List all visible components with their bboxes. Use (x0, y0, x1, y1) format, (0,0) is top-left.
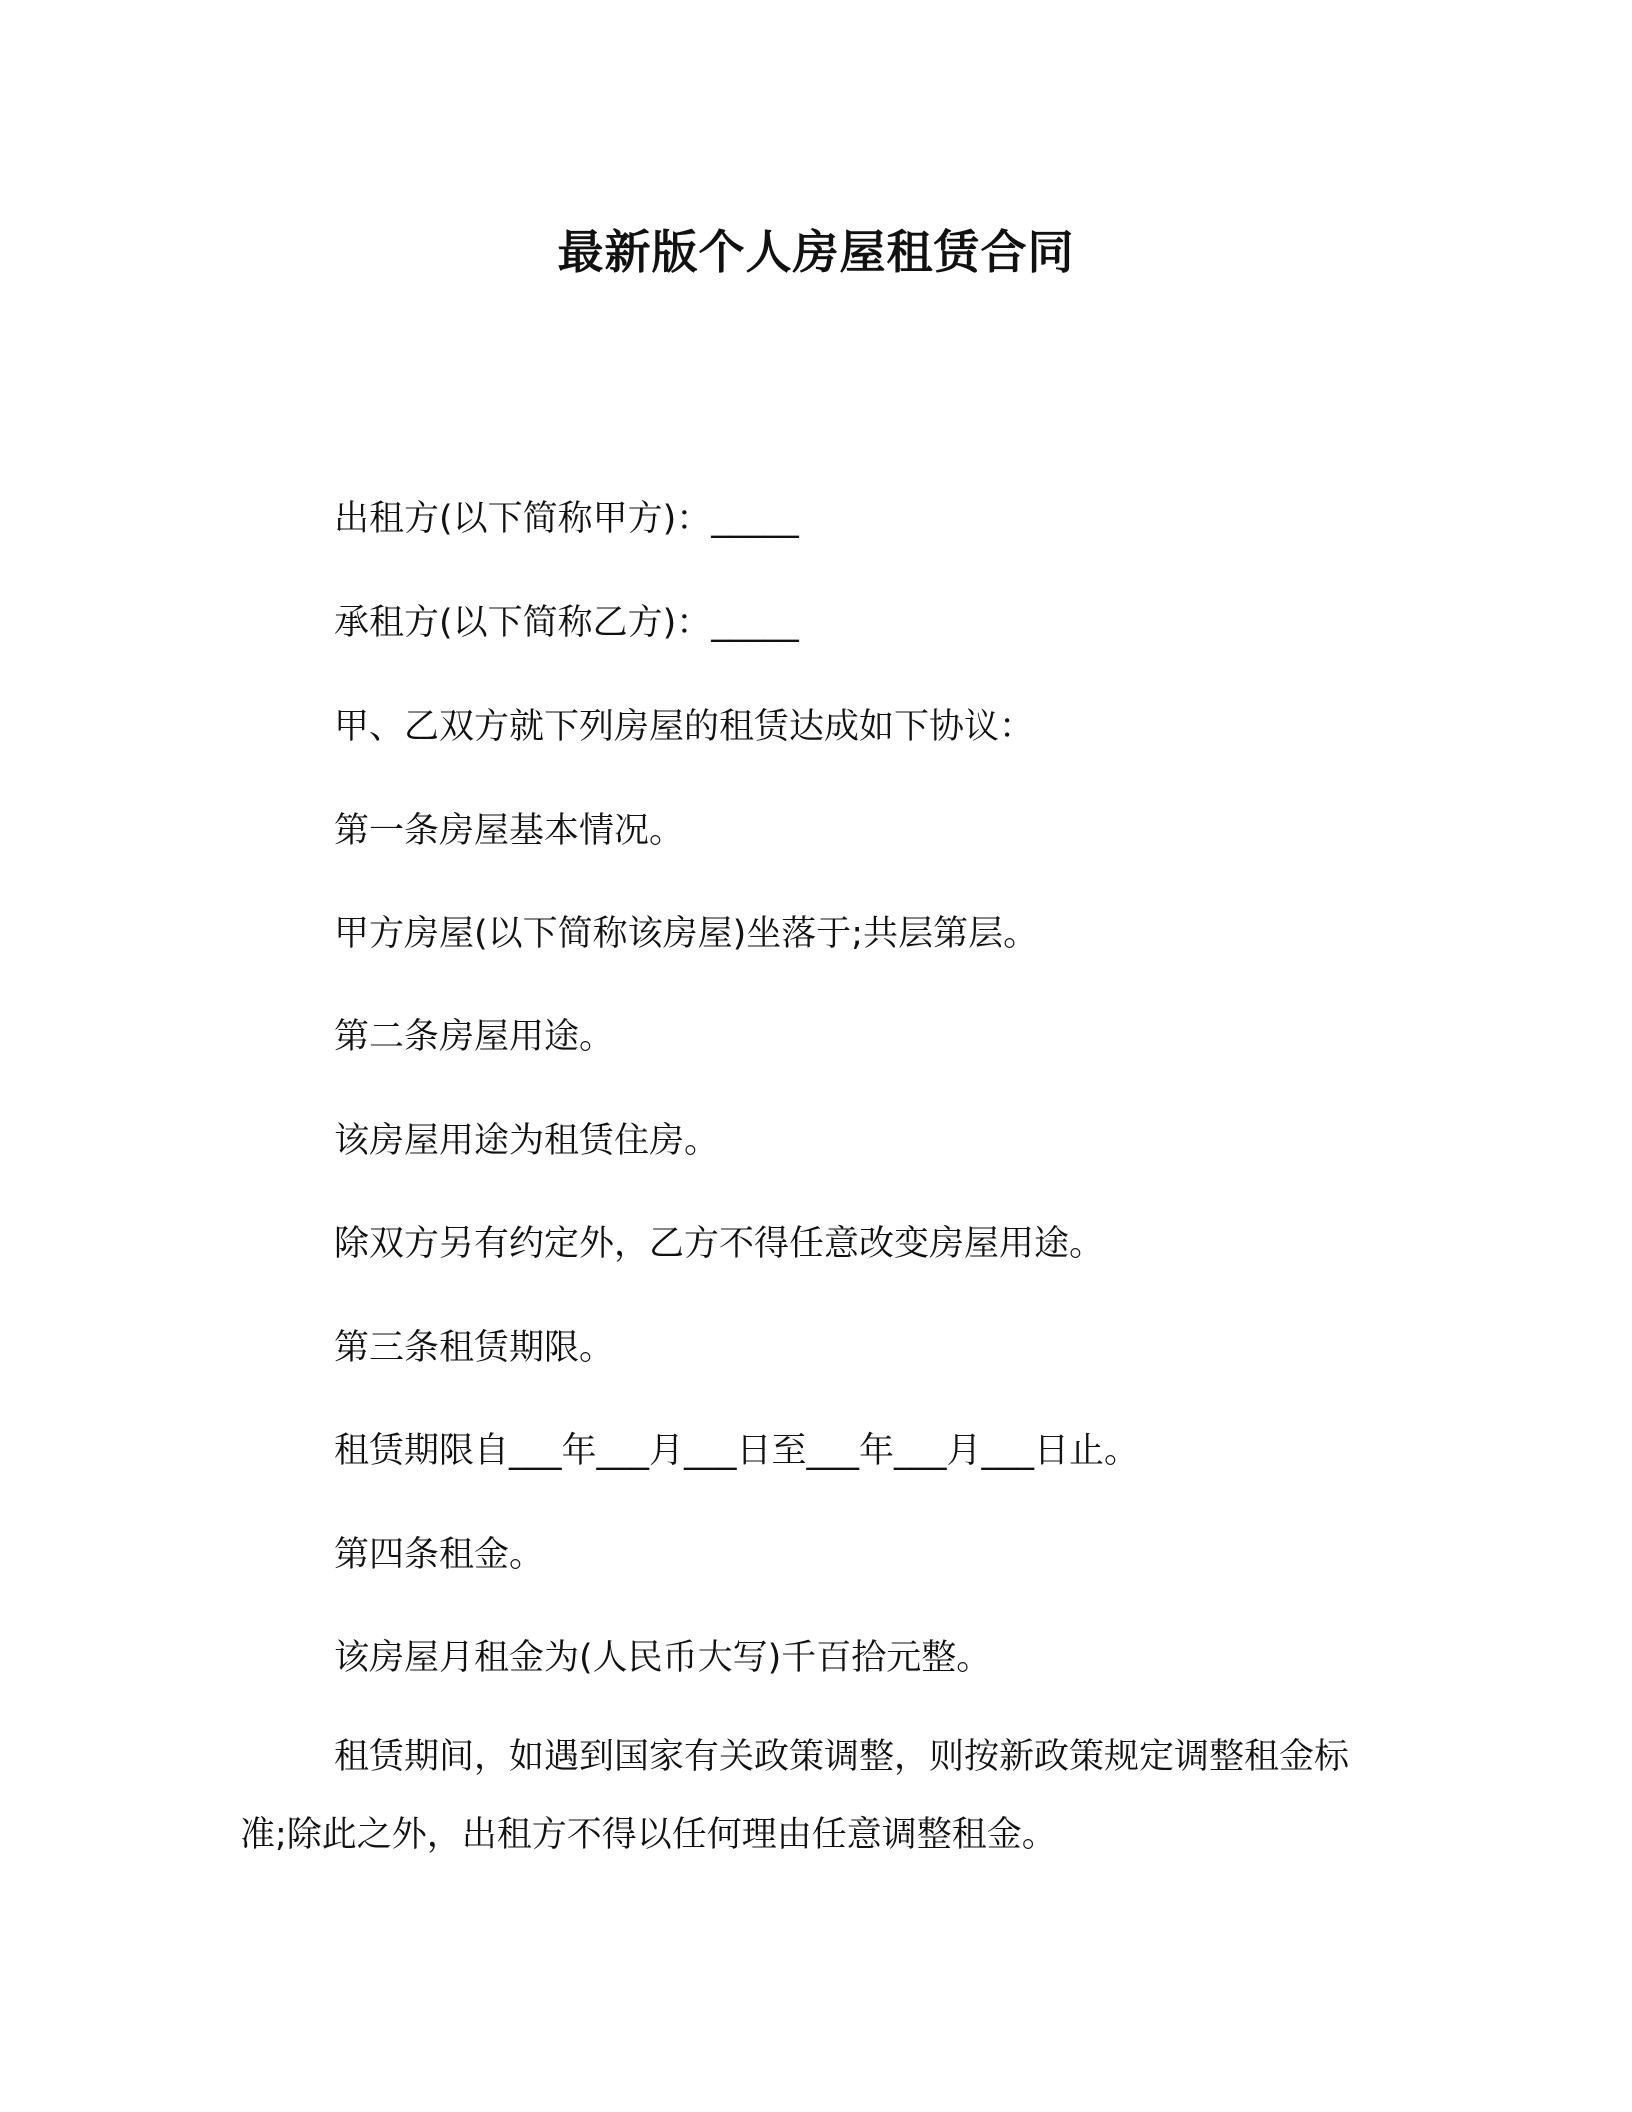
article-2-heading: 第二条房屋用途。 (334, 1017, 615, 1057)
article-3-body: 租赁期限自___年___月___日至___年___月___日止。 (334, 1431, 1140, 1471)
article-4-body-2: 租赁期间，如遇到国家有关政策调整，则按新政策规定调整租金标准;除此之外，出租方不得以任何理由任意调整租金。 (240, 1737, 1350, 1855)
article-2-body-1: 该房屋用途为租赁住房。 (334, 1121, 720, 1161)
article-1-heading: 第一条房屋基本情况。 (334, 811, 685, 851)
document-title: 最新版个人房屋租赁合同 (557, 225, 1075, 279)
article-4-body-1: 该房屋月租金为(人民币大写)千百拾元整。 (334, 1638, 992, 1678)
article-3-heading: 第三条租赁期限。 (334, 1328, 615, 1368)
lessee-line: 承租方(以下简称乙方)：_____ (334, 603, 799, 643)
article-4-heading: 第四条租金。 (334, 1535, 545, 1575)
agreement-intro: 甲、乙双方就下列房屋的租赁达成如下协议： (334, 707, 1035, 747)
article-2-body-2: 除双方另有约定外，乙方不得任意改变房屋用途。 (334, 1224, 1105, 1264)
lessor-line: 出租方(以下简称甲方)：_____ (334, 499, 799, 539)
article-1-body: 甲方房屋(以下简称该房屋)坐落于;共层第层。 (334, 914, 1039, 954)
